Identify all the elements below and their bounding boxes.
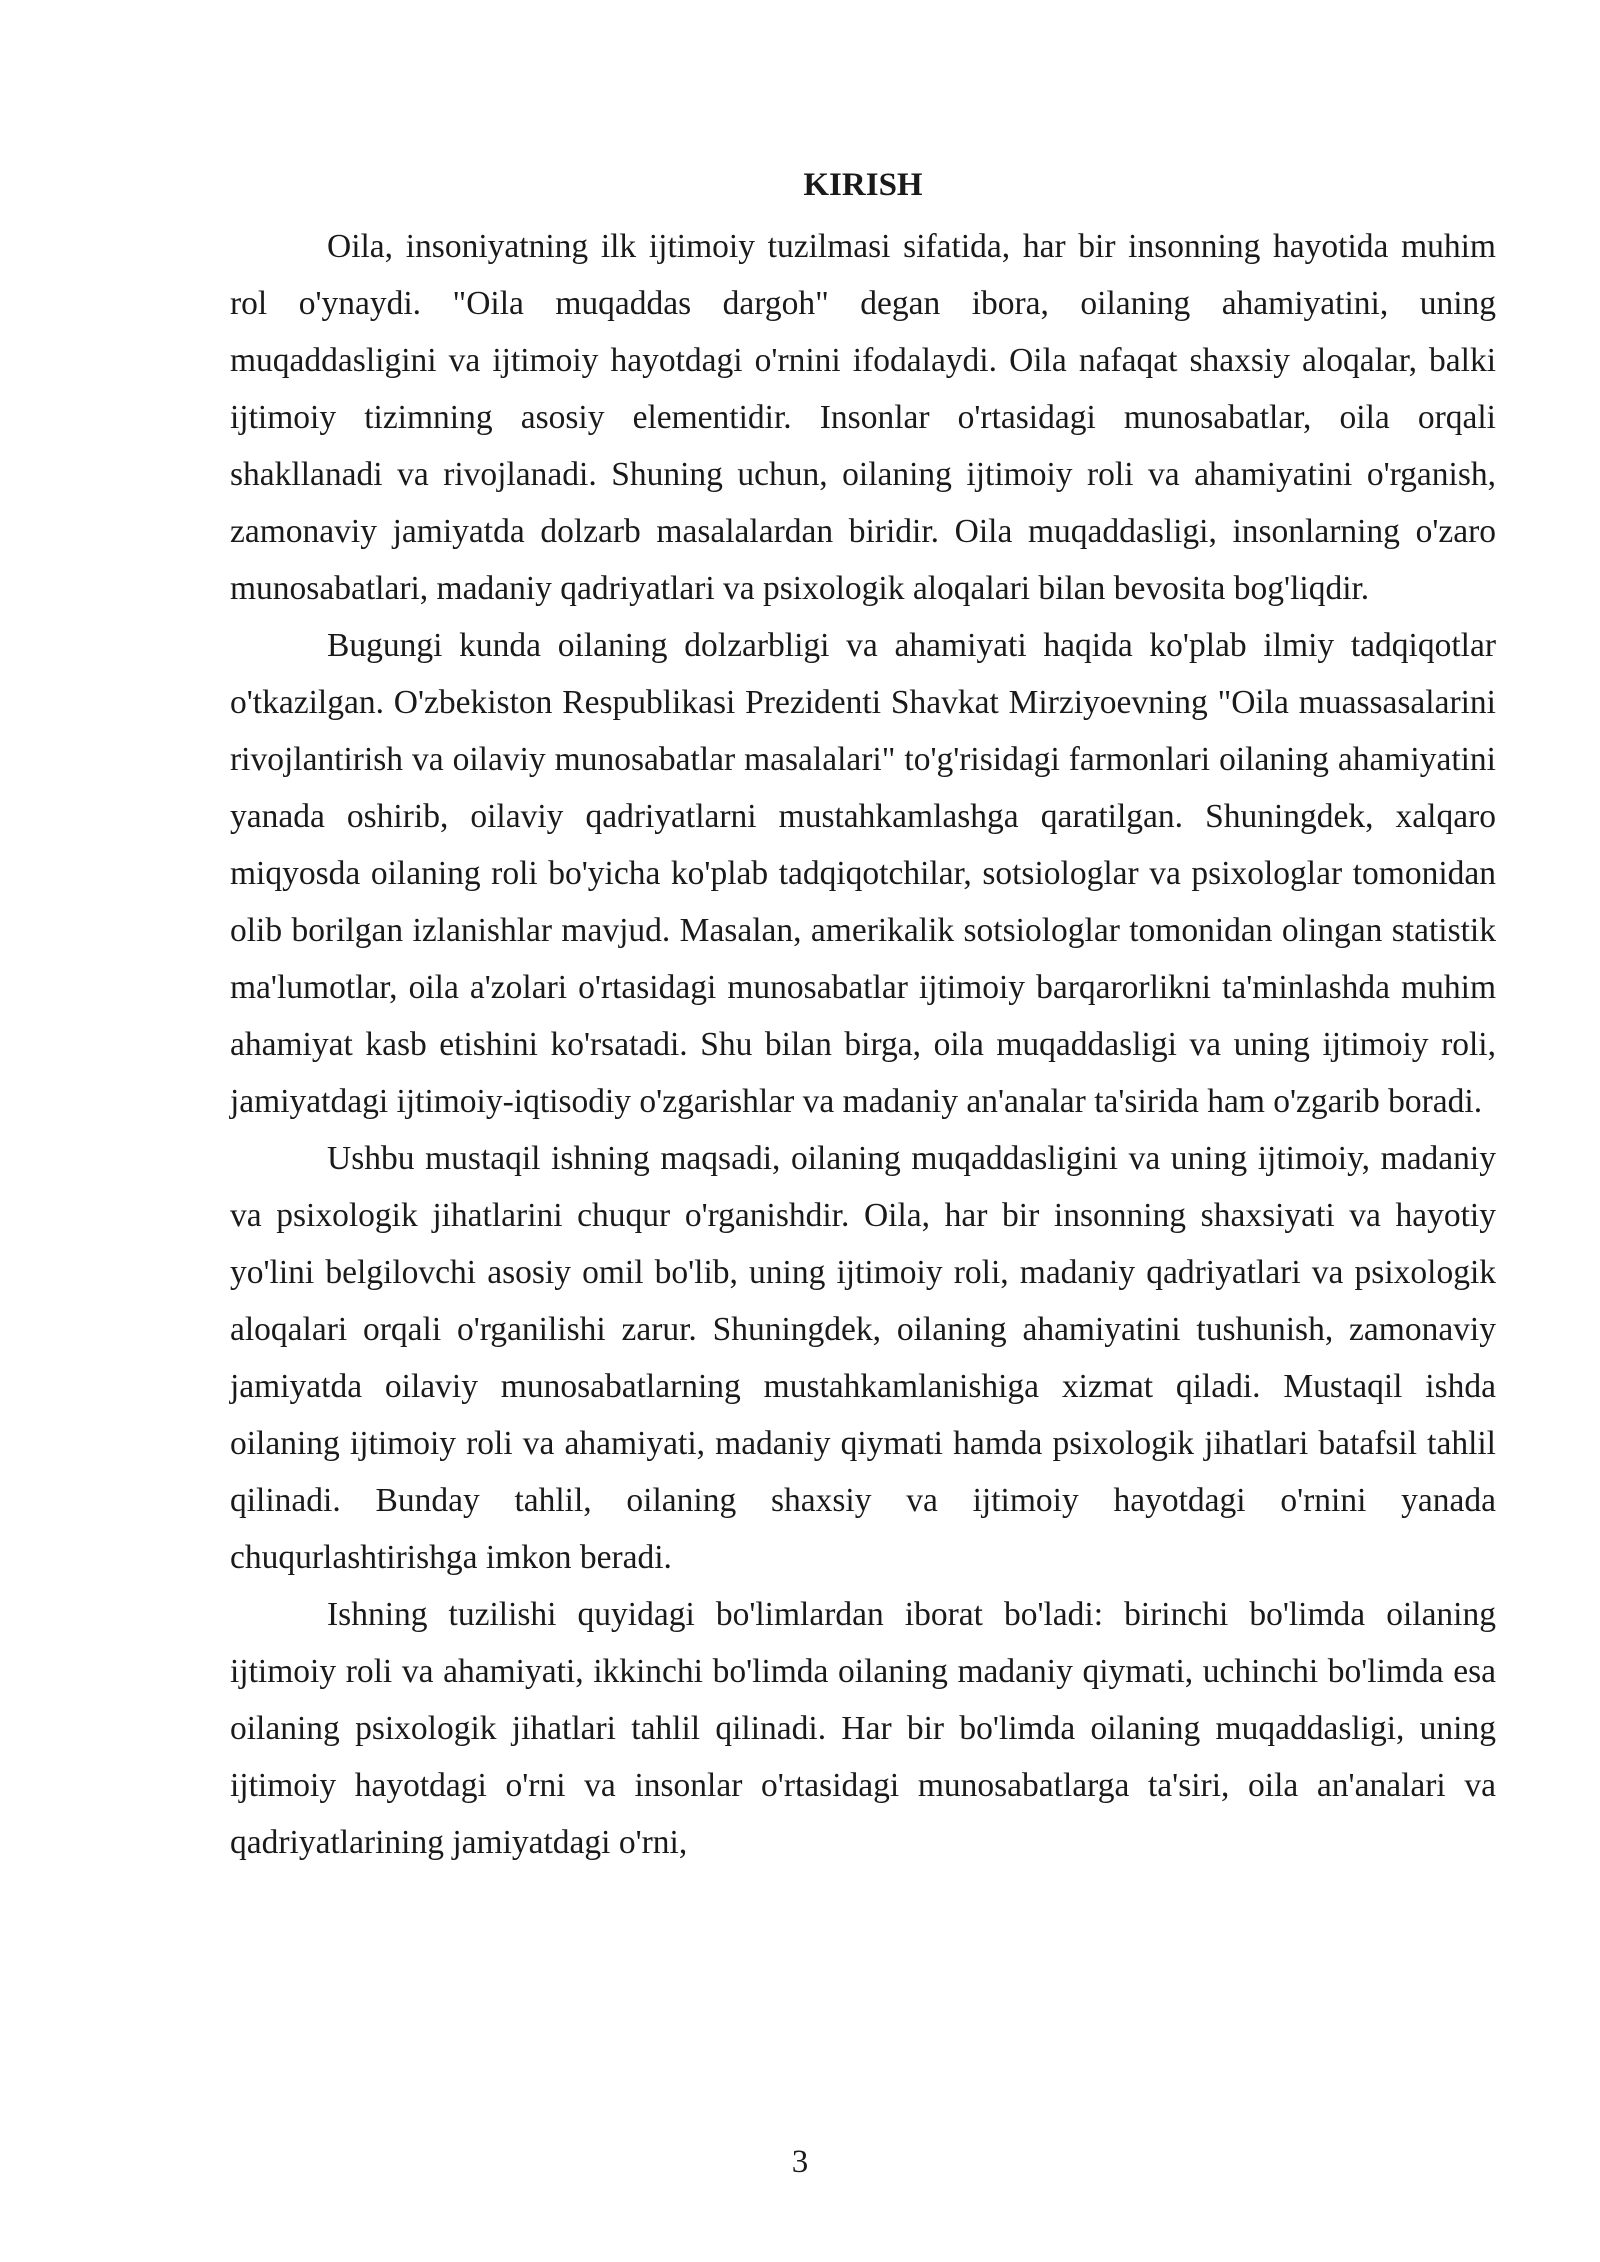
paragraph-research: Bugungi kunda oilaning dolzarbligi va ahamiyati haqida ko'plab ilmiy tadqiqotlar o'tkazilgan. O'zbekiston Respublikasi Prezidenti Shavkat Mirziyoevning "Oila muassasalarini rivojlantirish va oilaviy munosabatlar masalalari" to'g'risidagi farmonlari oilaning ahamiyatini yanada oshirib, oilaviy qadriyatlarni mustahkamlashga qaratilgan. Shuningdek, xalqaro miqyosda oilaning roli bo'yicha ko'plab tadqiqotchilar, sotsiologlar va psixologlar tomonidan olib borilgan izlanishlar mavjud. Masalan, amerikalik sotsiologlar tomonidan olingan statistik ma'lumotlar, oila a'zolari o'rtasidagi munosabatlar ijtimoiy barqarorlikni ta'minlashda muhim ahamiyat kasb etishini ko'rsatadi. Shu bilan birga, oila muqaddasligi va uning ijtimoiy roli, jamiyatdagi ijtimoiy-iqtisodiy o'zgarishlar va madaniy an'analar ta'sirida ham o'zgarib boradi. [230,627,1496,1120]
paragraph-intro: Oila, insoniyatning ilk ijtimoiy tuzilmasi sifatida, har bir insonning hayotida muhim rol o'ynaydi. "Oila muqaddas dargoh" degan ibora, oilaning ahamiyatini, uning muqaddasligini va ijtimoiy hayotdagi o'rnini ifodalaydi. Oila nafaqat shaxsiy aloqalar, balki ijtimoiy tizimning asosiy elementidir. Insonlar o'rtasidagi munosabatlar, oila orqali shakllanadi va rivojlanadi. Shuning uchun, oilaning ijtimoiy roli va ahamiyatini o'rganish, zamonaviy jamiyatda dolzarb masalalardan biridir. Oila muqaddasligi, insonlarning o'zaro munosabatlari, madaniy qadriyatlari va psixologik aloqalari bilan bevosita bog'liqdir. [230,228,1496,607]
page-number: 3 [791,2144,809,2180]
paragraph-structure: Ishning tuzilishi quyidagi bo'limlardan iborat bo'ladi: birinchi bo'limda oilaning ijtimoiy roli va ahamiyati, ikkinchi bo'limda oilaning madaniy qiymati, uchinchi bo'limda esa oilaning psixologik jihatlari tahlil qilinadi. Har bir bo'limda oilaning muqaddasligi, uning ijtimoiy hayotdagi o'rni va insonlar o'rtasidagi munosabatlarga ta'siri, oila an'analari va qadriyatlarining jamiyatdagi o'rni, [230,1596,1496,1861]
page-content [230,165,1496,1871]
section-title: KIRISH [803,167,923,203]
paragraph-goal: Ushbu mustaqil ishning maqsadi, oilaning muqaddasligini va uning ijtimoiy, madaniy va psixologik jihatlarini chuqur o'rganishdir. Oila, har bir insonning shaxsiyati va hayotiy yo'lini belgilovchi asosiy omil bo'lib, uning ijtimoiy roli, madaniy qadriyatlari va psixologik aloqalari orqali o'rganilishi zarur. Shuningdek, oilaning ahamiyatini tushunish, zamonaviy jamiyatda oilaviy munosabatlarning mustahkamlanishiga xizmat qiladi. Mustaqil ishda oilaning ijtimoiy roli va ahamiyati, madaniy qiymati hamda psixologik jihatlari batafsil tahlil qilinadi. Bunday tahlil, oilaning shaxsiy va ijtimoiy hayotdagi o'rnini yanada chuqurlashtirishga imkon beradi. [230,1140,1496,1576]
